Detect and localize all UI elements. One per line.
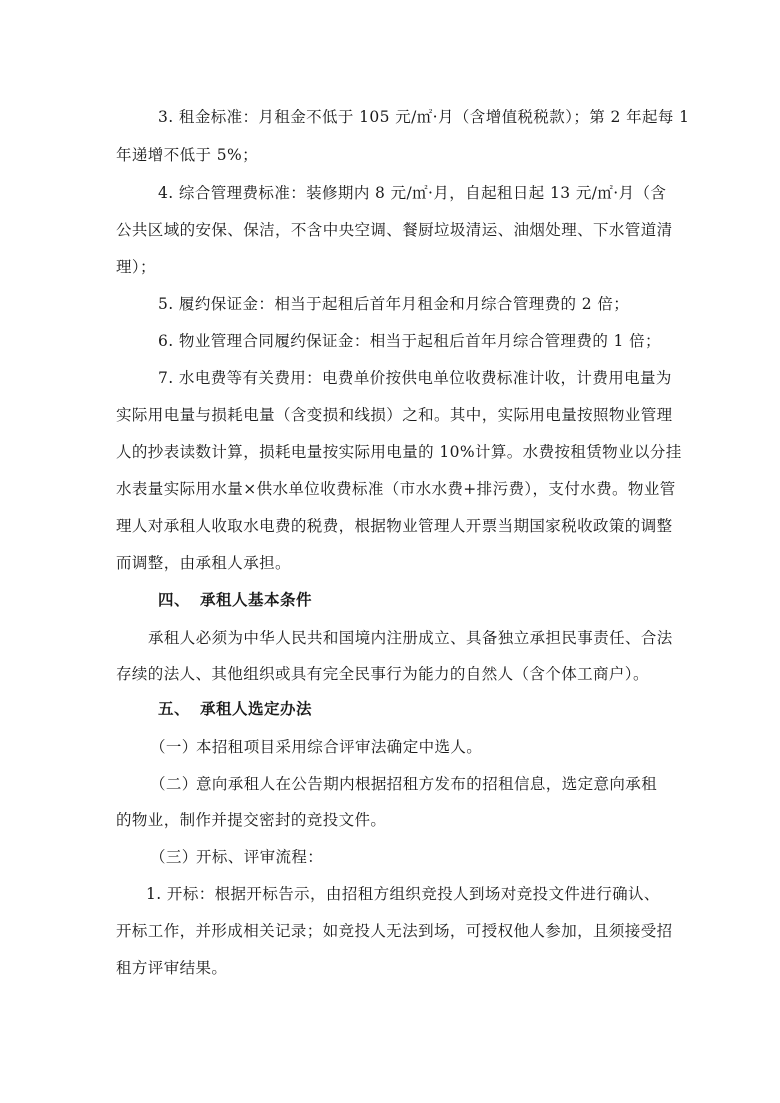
section-title: 承租人选定办法: [200, 700, 313, 718]
text-line: 7. 水电费等有关费用：电费单价按供电单位收费标准计收，计费用电量为: [158, 369, 672, 387]
item-number: （三）: [150, 848, 198, 866]
item-text: 开标、评审流程：: [196, 848, 324, 866]
text-line: 公共区域的安保、保洁，不含中央空调、餐厨垃圾清运、油烟处理、下水管道清: [116, 221, 673, 239]
text-line: 开标工作，并形成相关记录；如竞投人无法到场，可授权他人参加，且须接受招: [116, 922, 673, 940]
text-line: 理）；: [116, 258, 156, 276]
section-number: 五、: [158, 700, 191, 718]
text-line: 3. 租金标准：月租金不低于 105 元/㎡·月（含增值税税款）；第 2 年起每 1: [158, 108, 690, 126]
list-item: [150, 773, 657, 795]
text-line: 1. 开标：根据开标告示，由招租方组织竞投人到场对竞投文件进行确认、: [146, 885, 660, 903]
text-line: 6. 物业管理合同履约保证金：相当于起租后首年月综合管理费的 1 倍；: [158, 332, 661, 350]
section-heading: [158, 698, 312, 720]
text-line: 年递增不低于 5%；: [116, 146, 259, 164]
text-line: 实际用电量与损耗电量（含变损和线损）之和。其中，实际用电量按照物业管理: [116, 406, 673, 424]
text-line: 的物业，制作并提交密封的竞投文件。: [116, 811, 387, 829]
text-line: 而调整，由承租人承担。: [116, 554, 291, 572]
item-text: 意向承租人在公告期内根据招租方发布的招租信息，选定意向承租: [196, 775, 658, 793]
text-line: 4. 综合管理费标准：装修期内 8 元/㎡·月，自起租日起 13 元/㎡·月（含: [158, 184, 667, 202]
section-heading: [158, 589, 312, 611]
list-item: [150, 736, 482, 758]
text-line: 理人对承租人收取水电费的税费，根据物业管理人开票当期国家税收政策的调整: [116, 517, 673, 535]
text-line: 人的抄表读数计算，损耗电量按实际用电量的 10%计算。水费按租赁物业以分挂: [116, 443, 682, 461]
text-line: 存续的法人、其他组织或具有完全民事行为能力的自然人（含个体工商户）。: [116, 665, 649, 683]
section-title: 承租人基本条件: [200, 591, 313, 609]
item-number: （二）: [150, 775, 198, 793]
text-line: 承租人必须为中华人民共和国境内注册成立、具备独立承担民事责任、合法: [148, 629, 673, 647]
text-line: 租方评审结果。: [116, 959, 228, 977]
text-line: 5. 履约保证金：相当于起租后首年月租金和月综合管理费的 2 倍；: [158, 295, 630, 313]
list-item: [150, 846, 323, 868]
item-text: 本招租项目采用综合评审法确定中选人。: [196, 738, 483, 756]
section-number: 四、: [158, 591, 191, 609]
text-line: 水表量实际用水量×供水单位收费标准（市水水费+排污费），支付水费。物业管: [116, 480, 676, 498]
item-number: （一）: [150, 738, 198, 756]
